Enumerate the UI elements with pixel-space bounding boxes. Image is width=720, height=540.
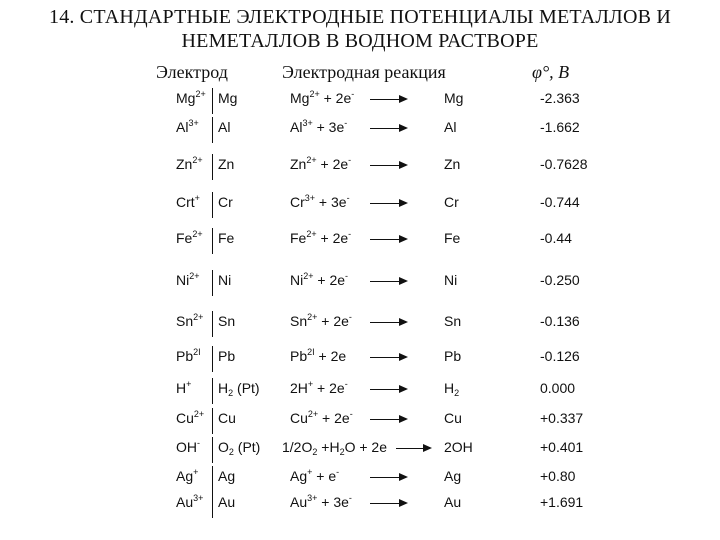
phase-boundary xyxy=(212,346,213,372)
reaction-arrow xyxy=(370,477,406,478)
ion-symbol: Mg xyxy=(176,90,196,106)
reactant-charge: + xyxy=(307,467,313,477)
reaction-product xyxy=(444,90,463,106)
ion-charge: 2I xyxy=(193,347,201,357)
product-species: Au xyxy=(444,494,462,510)
electrode-ion xyxy=(176,410,204,426)
electrode-ion xyxy=(176,494,203,510)
ion-charge: 2+ xyxy=(192,155,203,165)
ion-charge: 2+ xyxy=(193,409,205,419)
electrode-ion xyxy=(176,272,200,288)
reactant-electrons: + 2e xyxy=(317,313,349,329)
reactant-charge: 2+ xyxy=(306,229,317,239)
reaction-product xyxy=(444,194,459,210)
reactant-species: Cr xyxy=(290,194,305,210)
electron-charge: - xyxy=(348,229,352,239)
phase-boundary xyxy=(212,408,213,434)
ion-charge: 2+ xyxy=(195,89,206,99)
reactant-species: Al xyxy=(290,119,303,135)
table-row xyxy=(0,270,720,300)
product-species: Mg xyxy=(444,90,464,106)
reactant-electrons: + 3e xyxy=(312,119,345,135)
reaction-reactants xyxy=(290,313,352,329)
electrode-metal xyxy=(218,272,231,288)
product-subscript: 2 xyxy=(454,388,460,398)
product-species: Sn xyxy=(444,313,462,329)
reactant-electrons: + 2e xyxy=(316,230,349,246)
metal-subscript: 2 xyxy=(228,447,234,457)
reactant-electrons: + 2e xyxy=(318,410,350,426)
reaction-product xyxy=(444,230,460,246)
standard-potential: -0.44 xyxy=(540,230,572,246)
product-species: Al xyxy=(444,119,457,135)
standard-potential: -0.126 xyxy=(540,348,580,364)
table-row xyxy=(0,228,720,258)
product-species: Cu xyxy=(444,410,462,426)
metal-suffix: (Pt) xyxy=(233,439,261,455)
ion-charge: 2+ xyxy=(192,229,203,239)
reaction-arrow xyxy=(370,322,406,323)
reaction-reactants xyxy=(290,494,352,510)
metal-symbol: Mg xyxy=(218,90,238,106)
standard-potential: +0.401 xyxy=(540,439,584,455)
ion-symbol: Sn xyxy=(176,313,194,329)
standard-potential: -1.662 xyxy=(540,119,580,135)
reaction-product xyxy=(444,439,473,455)
electrode-metal xyxy=(218,380,260,396)
standard-potential: +0.337 xyxy=(540,410,584,426)
phase-boundary xyxy=(212,378,213,404)
header-electrode: Электрод xyxy=(156,62,228,82)
reaction-arrow xyxy=(370,357,406,358)
reaction-arrow xyxy=(370,99,406,100)
electrode-ion xyxy=(176,119,199,135)
reaction-arrow xyxy=(396,448,430,449)
reaction-product xyxy=(444,494,461,510)
electrode-metal xyxy=(218,494,235,510)
metal-symbol: O xyxy=(218,439,229,455)
reactant-electrons: + 2e xyxy=(319,90,352,106)
product-species: Ag xyxy=(444,468,462,484)
ion-charge: 3+ xyxy=(193,493,204,503)
reaction-product xyxy=(444,468,461,484)
electron-charge: - xyxy=(349,409,353,419)
ion-symbol: Au xyxy=(176,494,194,510)
ion-symbol: OH xyxy=(176,439,197,455)
reactant-charge: 3+ xyxy=(302,118,313,128)
reaction-arrow xyxy=(370,203,406,204)
metal-symbol: Al xyxy=(218,119,231,135)
phase-boundary xyxy=(212,466,213,492)
table-row xyxy=(0,437,720,467)
electron-charge: - xyxy=(348,493,352,503)
standard-potential: -0.136 xyxy=(540,313,580,329)
metal-suffix: (Pt) xyxy=(233,380,260,396)
reaction-reactants xyxy=(290,410,353,426)
reactant-charge: 2+ xyxy=(307,409,319,419)
reaction-reactants xyxy=(290,272,348,288)
metal-symbol: Ag xyxy=(218,468,236,484)
reaction-reactants xyxy=(282,439,387,455)
reactant-species: Pb xyxy=(290,348,308,364)
electron-charge: - xyxy=(344,379,348,389)
electrode-metal xyxy=(218,410,236,426)
reaction-product xyxy=(444,410,462,426)
electrode-metal xyxy=(218,194,233,210)
reaction-arrow xyxy=(370,239,406,240)
electrode-ion xyxy=(176,468,198,484)
reactant-species: Mg xyxy=(290,90,310,106)
phase-boundary xyxy=(212,154,213,180)
reactant-charge: + xyxy=(307,379,314,389)
ion-charge: + xyxy=(193,467,199,477)
phase-boundary xyxy=(212,88,213,114)
ion-charge: + xyxy=(186,379,192,389)
electrode-metal xyxy=(218,119,230,135)
reaction-reactants xyxy=(290,119,347,135)
electrode-metal xyxy=(218,468,235,484)
electron-charge: - xyxy=(351,89,355,99)
reaction-arrow xyxy=(370,503,406,504)
reaction-reactants xyxy=(290,90,354,106)
title-line-2: НЕМЕТАЛЛОВ В ВОДНОМ РАСТВОРЕ xyxy=(181,30,539,52)
reaction-arrow xyxy=(370,281,406,282)
reactant-species: Au xyxy=(290,494,308,510)
table-row xyxy=(0,117,720,147)
ion-charge: 2+ xyxy=(189,271,200,281)
reactant-charge: 3+ xyxy=(304,193,316,203)
reactant-species: Ni xyxy=(290,272,304,288)
table-row xyxy=(0,311,720,341)
reaction-product xyxy=(444,348,461,364)
electrode-metal xyxy=(218,313,235,329)
electron-charge: - xyxy=(348,312,352,322)
electrode-ion xyxy=(176,348,201,364)
reactant-species: Sn xyxy=(290,313,308,329)
product-species: Zn xyxy=(444,156,461,172)
ion-symbol: Cu xyxy=(176,410,194,426)
reactant-species: Zn xyxy=(290,156,307,172)
ion-symbol: Pb xyxy=(176,348,194,364)
header-reaction: Электродная реакция xyxy=(282,62,446,82)
electrode-metal xyxy=(218,439,260,455)
phase-boundary xyxy=(212,437,213,463)
electron-charge: - xyxy=(336,467,340,477)
reactant-charge: 2+ xyxy=(303,271,314,281)
reaction-reactants xyxy=(290,348,346,364)
ion-charge: 2+ xyxy=(193,312,204,322)
phase-boundary xyxy=(212,270,213,296)
reaction-product xyxy=(444,313,461,329)
electrode-ion xyxy=(176,194,200,210)
reaction-product xyxy=(444,272,457,288)
reaction-arrow xyxy=(370,419,406,420)
reaction-reactants xyxy=(290,468,339,484)
electrode-metal xyxy=(218,348,235,364)
standard-potential: -0.7628 xyxy=(540,156,588,172)
reaction-product xyxy=(444,119,456,135)
electrode-ion xyxy=(176,156,203,172)
standard-potential: +1.691 xyxy=(540,494,584,510)
standard-potential: -0.250 xyxy=(540,272,580,288)
ion-symbol: Ag xyxy=(176,468,194,484)
ion-charge: - xyxy=(197,438,200,448)
table-row xyxy=(0,192,720,222)
metal-subscript: 2 xyxy=(228,388,234,398)
electrode-metal xyxy=(218,230,234,246)
reaction-reactants xyxy=(290,380,348,396)
standard-potential: 0.000 xyxy=(540,380,576,396)
title-line-1: 14. СТАНДАРТНЫЕ ЭЛЕКТРОДНЫЕ ПОТЕНЦИАЛЫ МЕТАЛЛОВ И xyxy=(49,6,671,28)
standard-potential: -2.363 xyxy=(540,90,580,106)
reactant-electrons: + 2e xyxy=(314,348,347,364)
reaction-product xyxy=(444,380,459,396)
reactant-charge: 2+ xyxy=(309,89,320,99)
electron-charge: - xyxy=(346,193,350,203)
reactant-species: Ag xyxy=(290,468,308,484)
reactant-electrons: + 2e xyxy=(313,272,346,288)
table-row xyxy=(0,88,720,118)
reactant-charge: 2+ xyxy=(307,312,318,322)
metal-symbol: Cr xyxy=(218,194,233,210)
electron-charge: - xyxy=(348,155,352,165)
ion-symbol: Fe xyxy=(176,230,193,246)
electrode-ion xyxy=(176,380,191,396)
ion-symbol: Al xyxy=(176,119,189,135)
ion-symbol: Zn xyxy=(176,156,193,172)
reaction-reactants xyxy=(290,194,350,210)
header-potential: φ°, В xyxy=(532,62,570,82)
product-species: Fe xyxy=(444,230,461,246)
reactant-subscript: 2 xyxy=(312,447,318,457)
product-species: Cr xyxy=(444,194,459,210)
reactant-electrons: + e xyxy=(312,468,337,484)
metal-symbol: Fe xyxy=(218,230,235,246)
reaction-reactants xyxy=(290,156,351,172)
electrode-metal xyxy=(218,90,237,106)
reactant-electrons: + 3e xyxy=(315,194,347,210)
reactant-electrons: + 2e xyxy=(316,156,349,172)
reactant-species: 2H xyxy=(290,380,308,396)
standard-potential: -0.744 xyxy=(540,194,580,210)
metal-symbol: Cu xyxy=(218,410,236,426)
phase-boundary xyxy=(212,192,213,218)
electrode-ion xyxy=(176,313,203,329)
table-row xyxy=(0,378,720,408)
reactant-species: Cu xyxy=(290,410,308,426)
table-row xyxy=(0,346,720,376)
electrode-ion xyxy=(176,230,203,246)
metal-symbol: Ni xyxy=(218,272,232,288)
phase-boundary xyxy=(212,492,213,518)
reaction-arrow xyxy=(370,128,406,129)
electron-charge: - xyxy=(344,118,348,128)
table-row xyxy=(0,408,720,438)
reaction-reactants xyxy=(290,230,351,246)
reactant-species: Fe xyxy=(290,230,307,246)
reactant-electrons: + 2e xyxy=(313,380,345,396)
ion-symbol: H xyxy=(176,380,187,396)
metal-symbol: Zn xyxy=(218,156,235,172)
phase-boundary xyxy=(212,311,213,337)
ion-symbol: Ni xyxy=(176,272,190,288)
reactant-electrons: O + 2e xyxy=(344,439,387,455)
product-species: H xyxy=(444,380,455,396)
reactant-charge: 2I xyxy=(307,347,315,357)
electrode-metal xyxy=(218,156,234,172)
reactant-electrons: + 3e xyxy=(317,494,349,510)
reaction-arrow xyxy=(370,389,406,390)
metal-symbol: Sn xyxy=(218,313,236,329)
reactant-charge: 3+ xyxy=(307,493,318,503)
metal-symbol: Pb xyxy=(218,348,236,364)
reactant-charge: 2+ xyxy=(306,155,317,165)
product-species: 2OH xyxy=(444,439,473,455)
electron-charge: - xyxy=(345,271,349,281)
table-row xyxy=(0,492,720,522)
reaction-product xyxy=(444,156,460,172)
ion-charge: 3+ xyxy=(188,118,199,128)
reaction-arrow xyxy=(370,165,406,166)
electrode-ion xyxy=(176,90,206,106)
reactant-electrons: +H xyxy=(317,439,340,455)
ion-charge: + xyxy=(194,193,200,203)
metal-symbol: Au xyxy=(218,494,236,510)
electrode-ion xyxy=(176,439,200,455)
phase-boundary xyxy=(212,117,213,143)
ion-symbol: Crt xyxy=(176,194,195,210)
metal-symbol: H xyxy=(218,380,229,396)
reactant-species: 1/2O xyxy=(282,439,313,455)
standard-potential: +0.80 xyxy=(540,468,576,484)
product-species: Pb xyxy=(444,348,462,364)
phase-boundary xyxy=(212,228,213,254)
product-species: Ni xyxy=(444,272,458,288)
reactant-subscript: 2 xyxy=(339,447,345,457)
table-row xyxy=(0,154,720,184)
